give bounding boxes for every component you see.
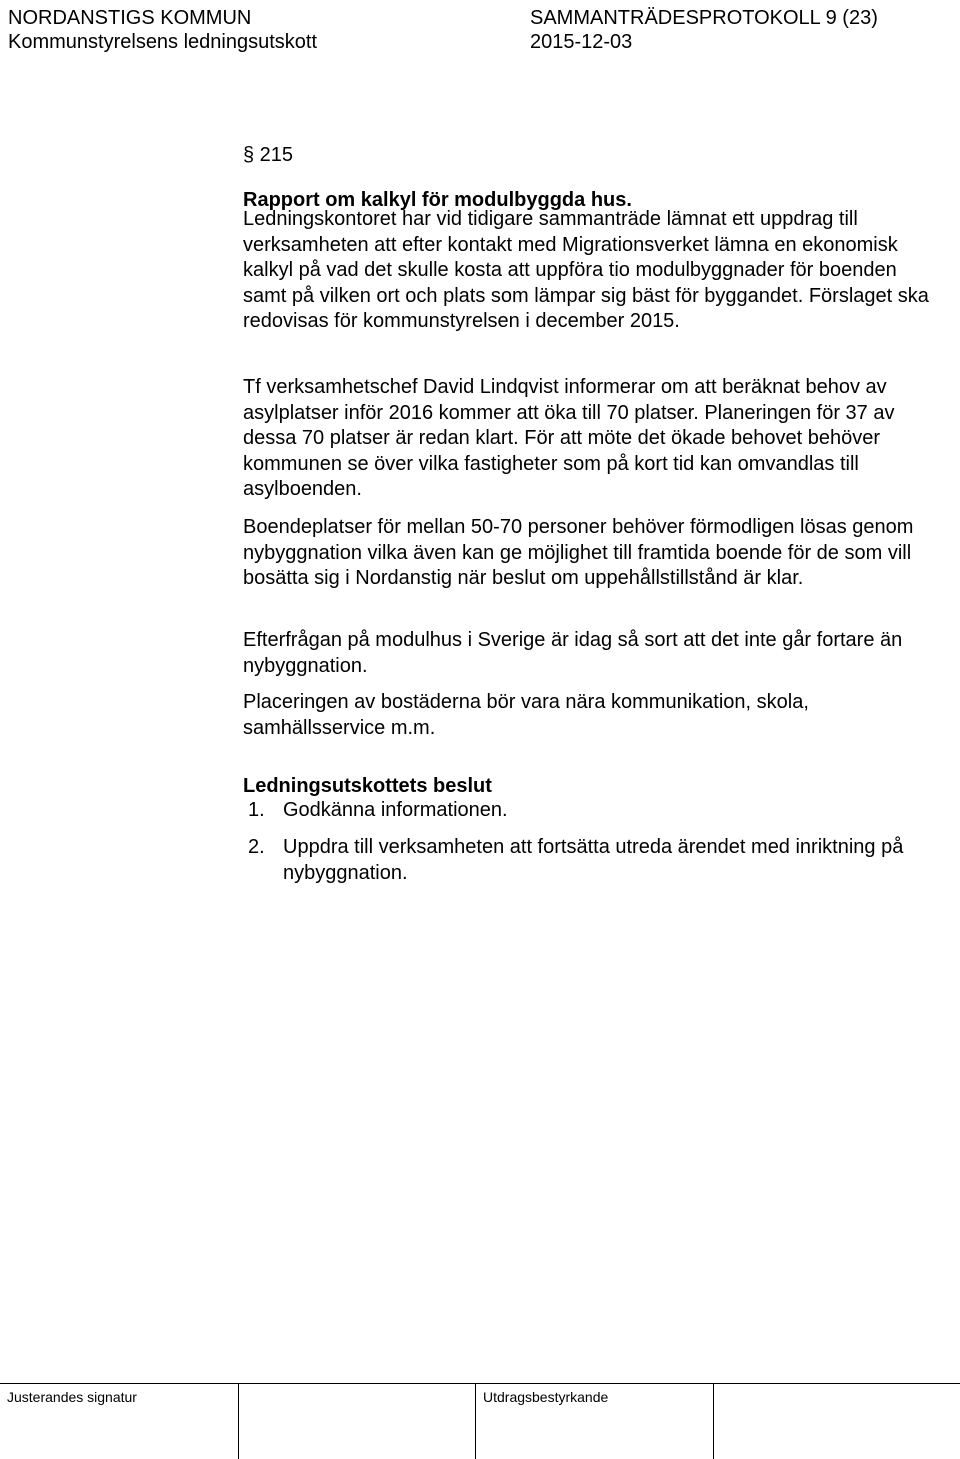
committee-name: Kommunstyrelsens ledningsutskott xyxy=(8,31,318,53)
footer-rule xyxy=(0,1383,960,1384)
case-paragraph-3: Boendeplatser för mellan 50-70 personer behöver förmodligen lösas genom nybyggnation vilka även kan ge möjlighet till framtida boende för de som vill bosätta sig i Nordanstig när beslut om uppehållstillstånd är klar. xyxy=(243,516,914,589)
decision-item xyxy=(248,798,948,824)
case-paragraph-5: Placeringen av bostäderna bör vara nära kommunikation, skola, samhällsservice m.m. xyxy=(243,691,809,739)
case-title: Rapport om kalkyl för modulbyggda hus. xyxy=(243,189,632,211)
decision-text: Uppdra till verksamheten att fortsätta utreda ärendet med inriktning på nybyggnation. xyxy=(283,836,904,884)
signature-label: Justerandes signatur xyxy=(7,1389,137,1405)
header-right xyxy=(530,6,878,54)
decision-text: Godkänna informationen. xyxy=(283,799,508,821)
decision-number: 1. xyxy=(248,799,265,821)
footer-divider xyxy=(713,1383,714,1459)
organization-name: NORDANSTIGS KOMMUN xyxy=(8,7,252,29)
footer-divider xyxy=(238,1383,239,1459)
decision-number: 2. xyxy=(248,836,265,858)
case-paragraph-4: Efterfrågan på modulhus i Sverige är idag så sort att det inte går fortare än nybyggnation. xyxy=(243,629,903,677)
decision-item xyxy=(248,835,948,887)
extract-label: Utdragsbestyrkande xyxy=(483,1389,609,1405)
case-paragraph-1: Ledningskontoret har vid tidigare sammanträde lämnat ett uppdrag till verksamheten att efter kontakt med Migrationsverket lämna en ekonomisk kalkyl på vad det skulle kosta att uppföra tio modulbyggnader för boenden samt på vilken ort och plats som lämpar sig bäst för byggandet. Förslaget ska redovisas för kommunstyrelsen i december 2015. xyxy=(243,208,929,332)
decision-heading: Ledningsutskottets beslut xyxy=(243,775,492,797)
meeting-date: 2015-12-03 xyxy=(530,31,633,53)
case-paragraph-2: Tf verksamhetschef David Lindqvist informerar om att beräknat behov av asylplatser inför 2016 kommer att öka till 70 platser. Planeringen för 37 av dessa 70 platser är redan klart. För att möte det ökade behovet behöver kommunen se över vilka fastigheter som på kort tid kan omvandlas till asylboenden. xyxy=(243,376,895,500)
header-left xyxy=(8,6,317,54)
protocol-title: SAMMANTRÄDESPROTOKOLL 9 (23) xyxy=(530,7,878,29)
case-number: § 215 xyxy=(243,144,294,166)
footer-divider xyxy=(475,1383,476,1459)
